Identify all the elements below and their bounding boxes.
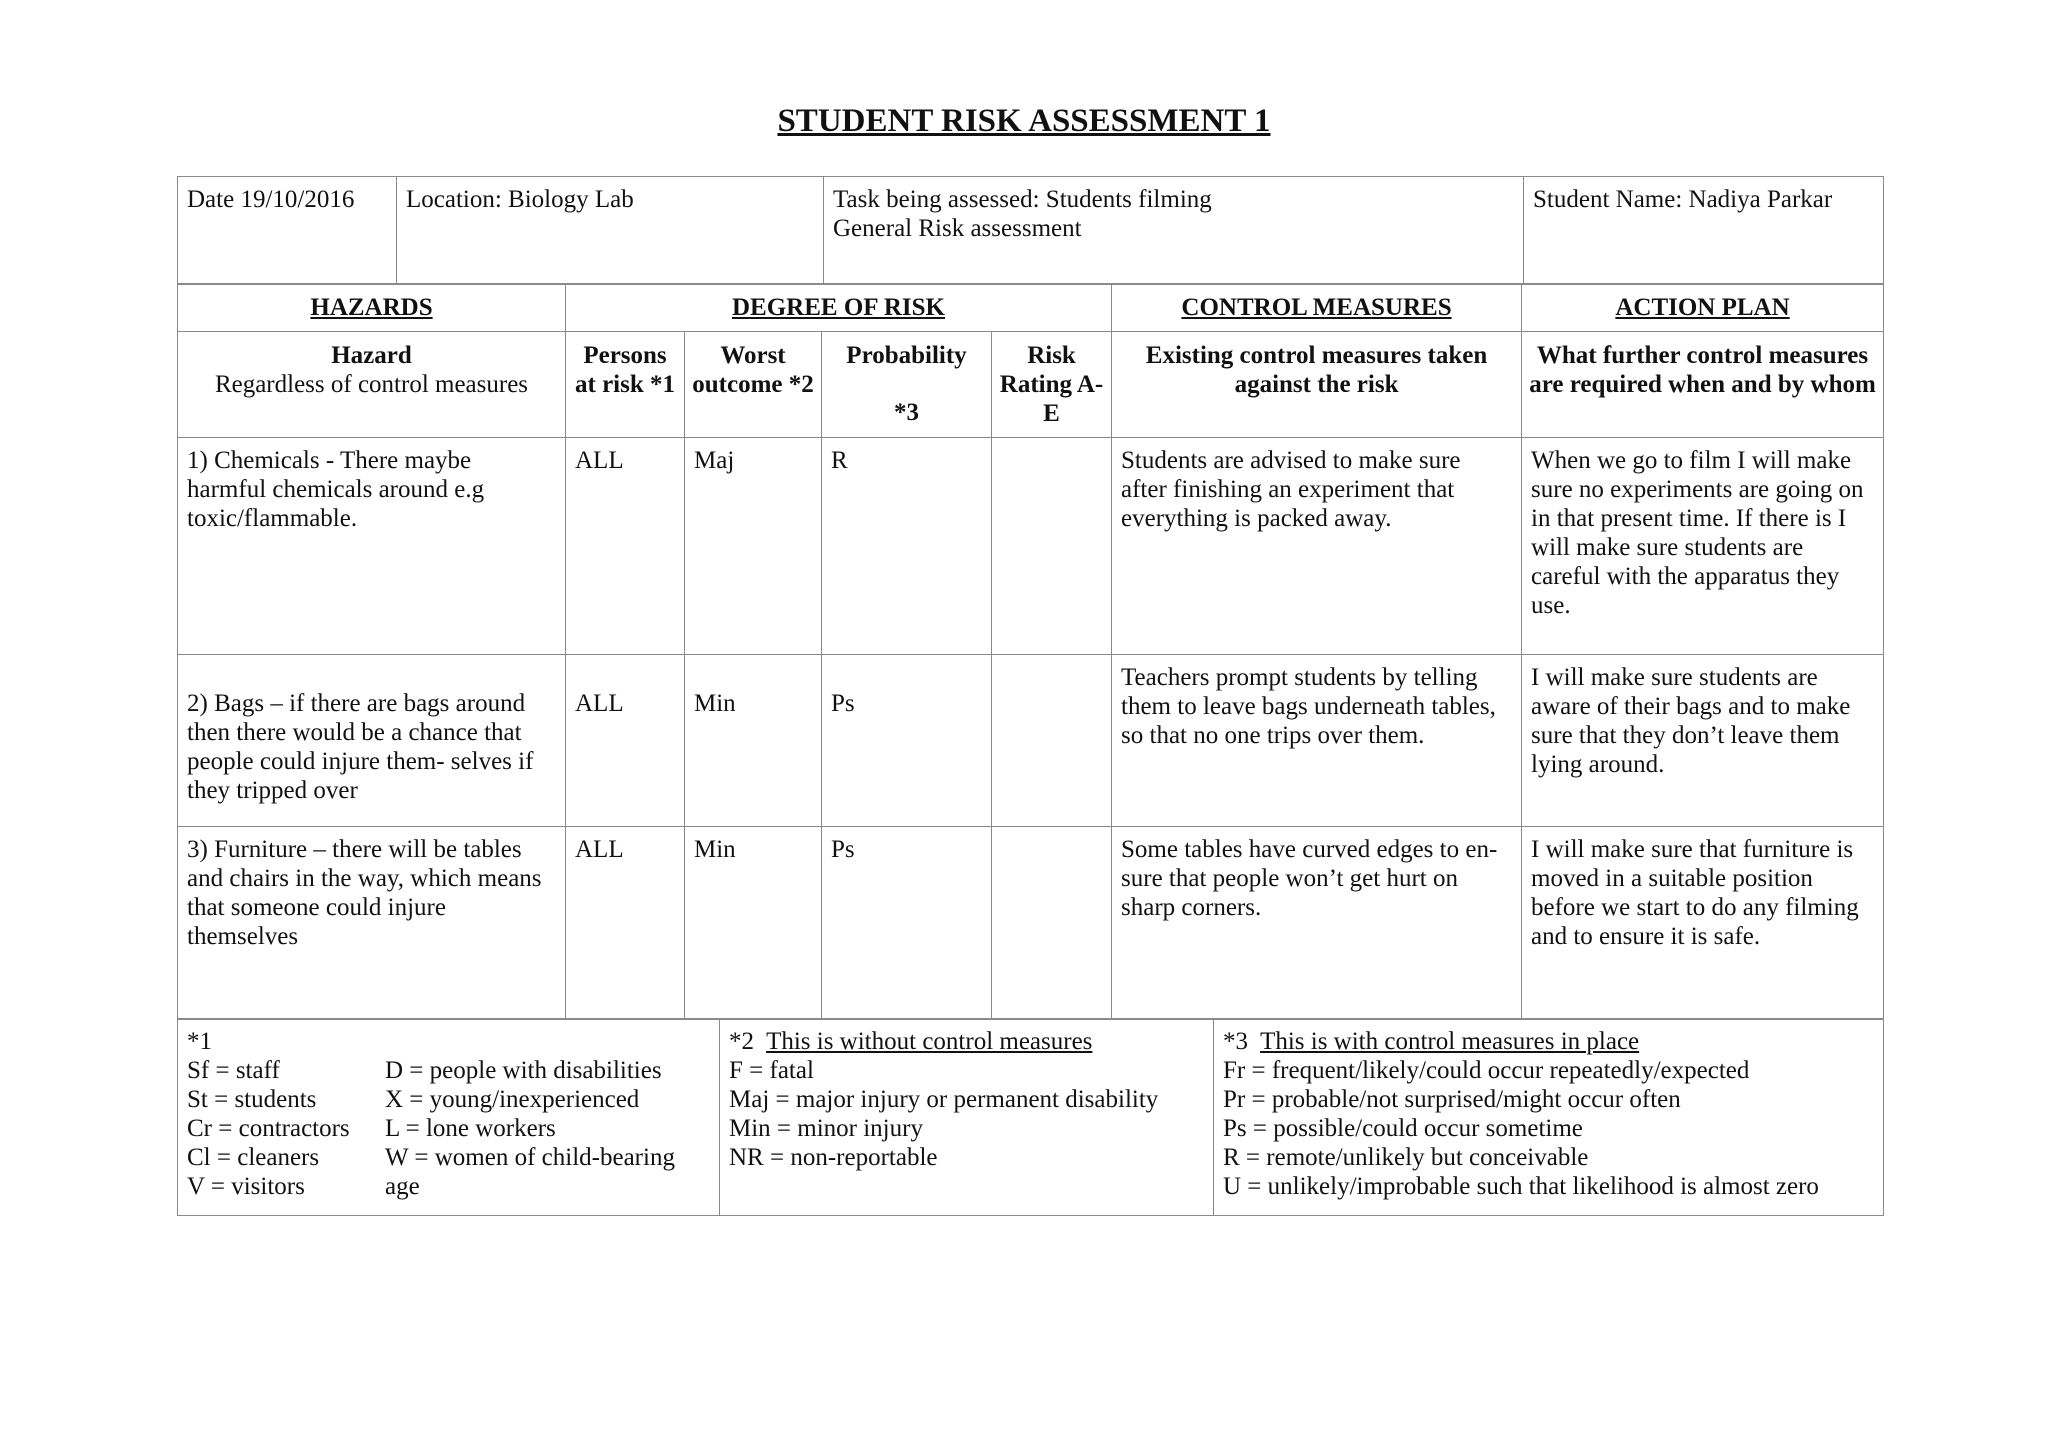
legend-outcome-key: *2 This is without control measures F = fatal Maj = major injury or permanent disability Min = minor injury NR = non-reportable bbox=[720, 1019, 1214, 1216]
location-cell: Location: Biology Lab bbox=[397, 177, 824, 285]
probability-cell: Ps bbox=[822, 827, 992, 1020]
col-probability: Probability *3 bbox=[822, 332, 992, 438]
rating-cell bbox=[992, 827, 1112, 1020]
rating-cell bbox=[992, 655, 1112, 827]
probability-cell: R bbox=[822, 438, 992, 655]
task-sub-label: General Risk assessment bbox=[833, 215, 1082, 242]
col-hazard: Hazard Regardless of control measures bbox=[178, 332, 566, 438]
rating-cell bbox=[992, 438, 1112, 655]
col-existing-control: Existing control measures taken against the risk bbox=[1112, 332, 1522, 438]
student-name-cell: Student Name: Nadiya Parkar bbox=[1524, 177, 1884, 285]
section-hazards: HAZARDS bbox=[178, 284, 566, 332]
control-cell: Teachers prompt students by telling them to leave bags underneath tables, so that no one trips over them. bbox=[1112, 655, 1522, 827]
control-cell: Students are advised to make sure after finishing an experiment that everything is packed away. bbox=[1112, 438, 1522, 655]
persons-cell: ALL bbox=[566, 438, 685, 655]
legend-persons-key: *1 Sf = staff St = students Cr = contractors Cl = cleaners V = visitors D = people with disabilities X = young/inexperienced L = lone workers W = women of child-bearing age bbox=[178, 1019, 720, 1216]
legend-table bbox=[177, 1018, 1884, 1216]
action-cell: I will make sure students are aware of their bags and to make sure that they don’t leave them lying around. bbox=[1522, 655, 1884, 827]
section-control-measures: CONTROL MEASURES bbox=[1112, 284, 1522, 332]
task-label: Task being assessed: Students filming bbox=[833, 186, 1212, 213]
col-further-control: What further control measures are required when and by whom bbox=[1522, 332, 1884, 438]
control-cell: Some tables have curved edges to en- sure that people won’t get hurt on sharp corners. bbox=[1112, 827, 1522, 1020]
table-row bbox=[178, 827, 1884, 1020]
hazard-cell: 3) Furniture – there will be tables and chairs in the way, which means that someone could injure themselves bbox=[178, 827, 566, 1020]
col-worst-outcome: Worst outcome *2 bbox=[685, 332, 822, 438]
col-risk-rating: Risk Rating A-E bbox=[992, 332, 1112, 438]
action-cell: When we go to film I will make sure no experiments are going on in that present time. If there is I will make sure students are careful with the apparatus they use. bbox=[1522, 438, 1884, 655]
probability-cell: Ps bbox=[822, 655, 992, 827]
assessment-info-table bbox=[177, 176, 1884, 285]
table-row bbox=[178, 438, 1884, 655]
date-cell: Date 19/10/2016 bbox=[178, 177, 397, 285]
action-cell: I will make sure that furniture is moved in a suitable position before we start to do any filming and to ensure it is safe. bbox=[1522, 827, 1884, 1020]
worst-cell: Min bbox=[685, 827, 822, 1020]
section-degree-of-risk: DEGREE OF RISK bbox=[566, 284, 1112, 332]
hazard-cell: 2) Bags – if there are bags around then there would be a chance that people could injure them- selves if they tripped over bbox=[178, 655, 566, 827]
legend-probability-key: *3 This is with control measures in place Fr = frequent/likely/could occur repeatedly/expected Pr = probable/not surprised/might occur often Ps = possible/could occur sometime R = remote/unlikely but conceivable U = unlikely/improbable such that likelihood is almost zero bbox=[1214, 1019, 1884, 1216]
task-cell bbox=[824, 177, 1524, 285]
document-title: STUDENT RISK ASSESSMENT 1 bbox=[777, 103, 1271, 139]
risk-table bbox=[177, 283, 1884, 1020]
worst-cell: Min bbox=[685, 655, 822, 827]
col-persons-at-risk: Persons at risk *1 bbox=[566, 332, 685, 438]
persons-cell: ALL bbox=[566, 655, 685, 827]
worst-cell: Maj bbox=[685, 438, 822, 655]
hazard-cell: 1) Chemicals - There maybe harmful chemicals around e.g toxic/flammable. bbox=[178, 438, 566, 655]
table-row bbox=[178, 655, 1884, 827]
section-header-row bbox=[178, 284, 1884, 332]
section-action-plan: ACTION PLAN bbox=[1522, 284, 1884, 332]
persons-cell: ALL bbox=[566, 827, 685, 1020]
column-header-row bbox=[178, 332, 1884, 438]
